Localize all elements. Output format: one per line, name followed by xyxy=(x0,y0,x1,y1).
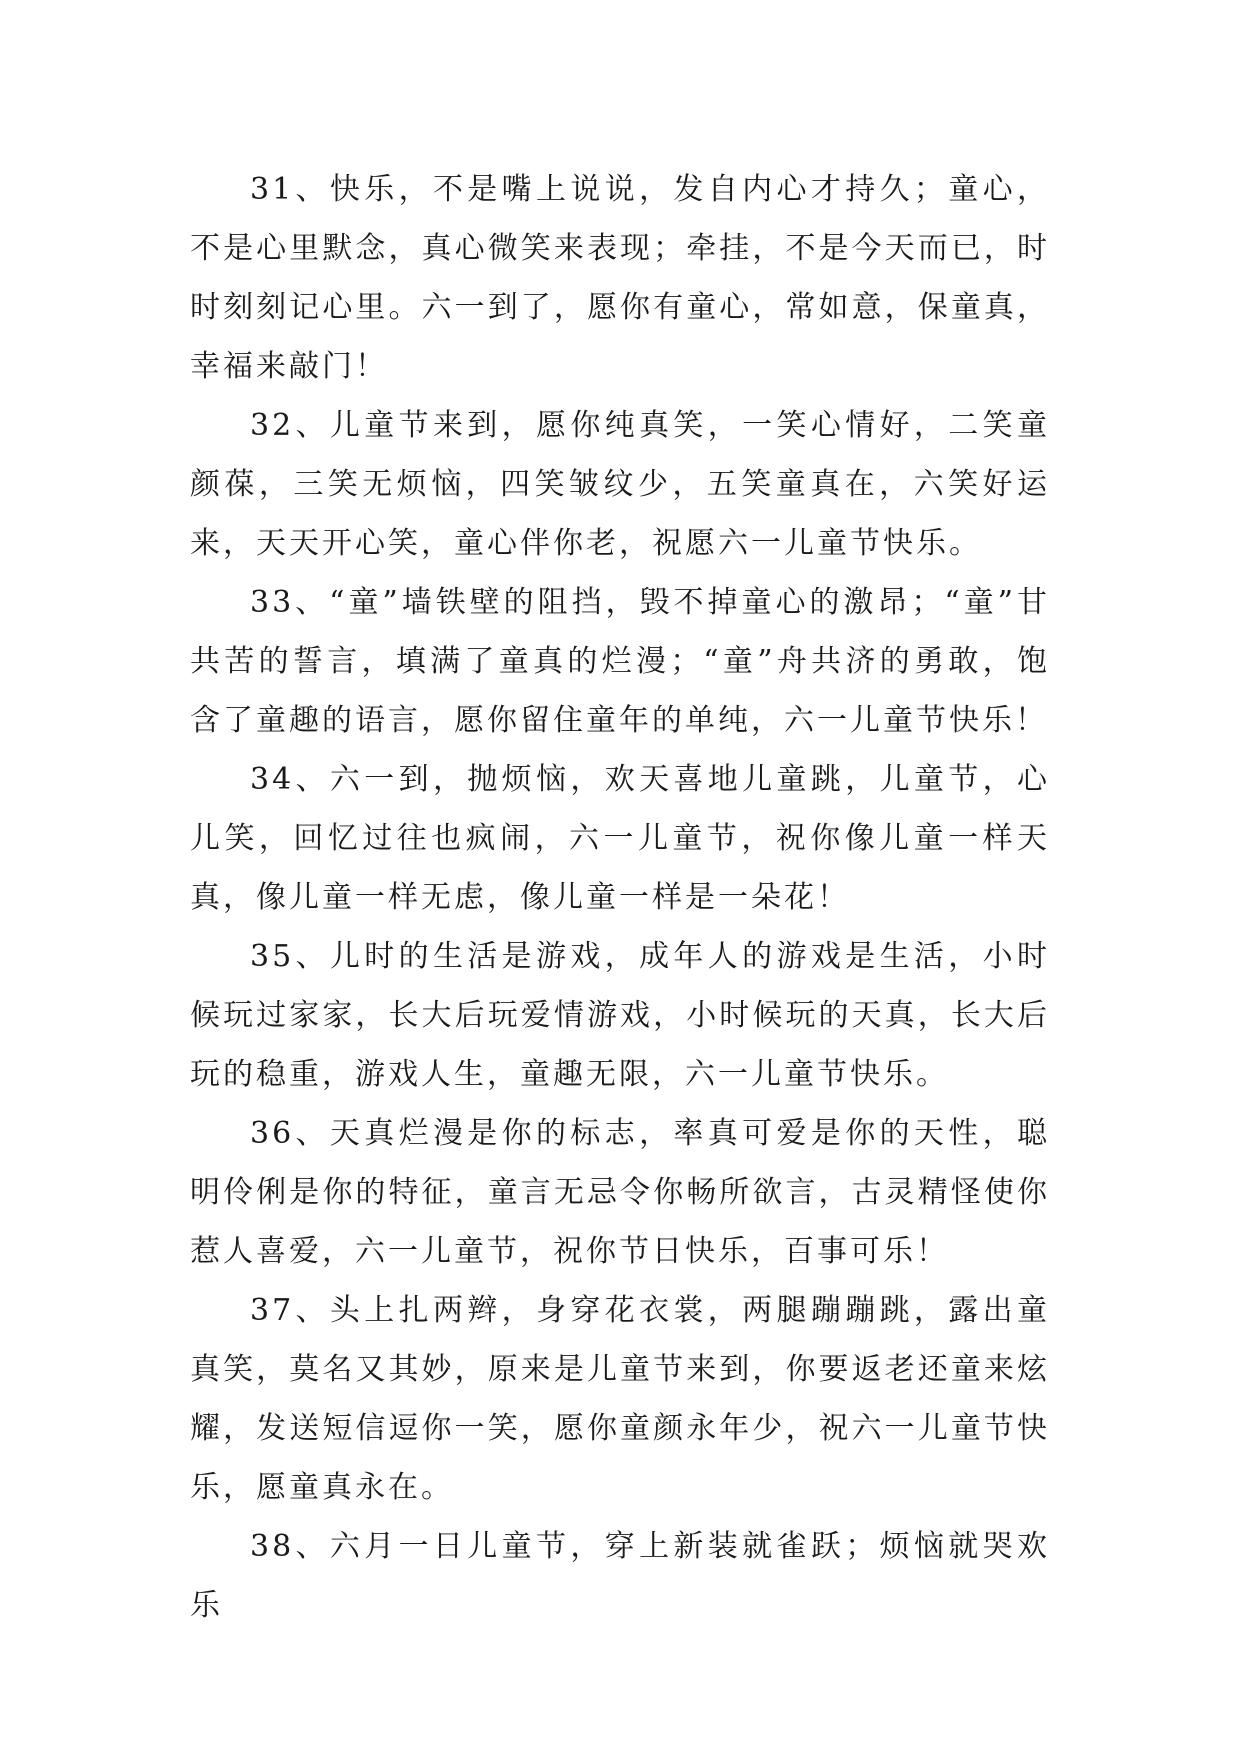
paragraph-35: 35、儿时的生活是游戏，成年人的游戏是生活，小时候玩过家家，长大后玩爱情游戏，小时候玩的天真，长大后玩的稳重，游戏人生，童趣无限，六一儿童节快乐。 xyxy=(190,939,1050,1092)
paragraph-33: 33、“童”墙铁壁的阻挡，毁不掉童心的激昂；“童”甘共苦的誓言，填满了童真的烂漫；“童”舟共济的勇敢，饱含了童趣的语言，愿你留住童年的单纯，六一儿童节快乐！ xyxy=(190,585,1050,738)
paragraph-32: 32、儿童节来到，愿你纯真笑，一笑心情好，二笑童颜葆，三笑无烦恼，四笑皱纹少，五笑童真在，六笑好运来，天天开心笑，童心伴你老，祝愿六一儿童节快乐。 xyxy=(190,408,1050,561)
paragraph-34: 34、六一到，抛烦恼，欢天喜地儿童跳，儿童节，心儿笑，回忆过往也疯闹，六一儿童节，祝你像儿童一样天真，像儿童一样无虑，像儿童一样是一朵花！ xyxy=(190,762,1050,915)
paragraph-36: 36、天真烂漫是你的标志，率真可爱是你的天性，聪明伶俐是你的特征，童言无忌令你畅所欲言，古灵精怪使你惹人喜爱，六一儿童节，祝你节日快乐，百事可乐！ xyxy=(190,1116,1050,1269)
paragraph-37: 37、头上扎两辫，身穿花衣裳，两腿蹦蹦跳，露出童真笑，莫名又其妙，原来是儿童节来到，你要返老还童来炫耀，发送短信逗你一笑，愿你童颜永年少，祝六一儿童节快乐，愿童真永在。 xyxy=(190,1293,1050,1505)
paragraph-31: 31、快乐，不是嘴上说说，发自内心才持久；童心，不是心里默念，真心微笑来表现；牵挂，不是今天而已，时时刻刻记心里。六一到了，愿你有童心，常如意，保童真，幸福来敲门！ xyxy=(190,172,1050,384)
document-body xyxy=(190,160,1050,1635)
paragraph-38: 38、六月一日儿童节，穿上新装就雀跃；烦恼就哭欢乐 xyxy=(190,1529,1050,1623)
